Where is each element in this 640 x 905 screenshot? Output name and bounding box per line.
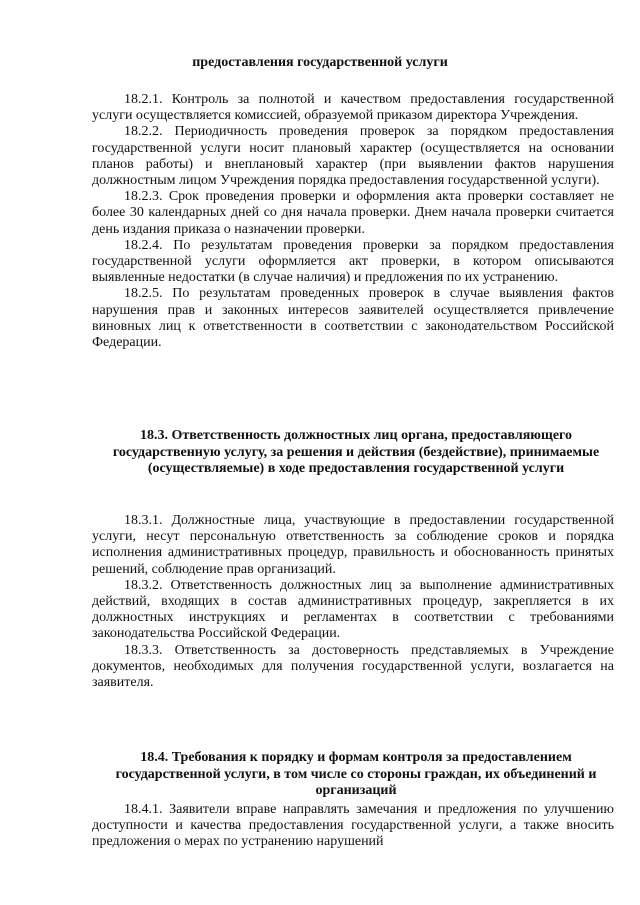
section-18-4-body (92, 802, 614, 851)
section-18-2-body (92, 92, 614, 351)
paragraph-18-3-3: 18.3.3. Ответственность за достоверность представляемых в Учреждение документов, необходимых для получения государственной услуги, возлагается на заявителя. (92, 642, 614, 691)
section-heading-18-3: 18.3. Ответственность должностных лиц органа, предоставляющего государственную услугу, за решения и действия (бездействие), принимаемые (осуществляемые) в ходе предоставления государственной услуги (112, 428, 600, 476)
section-heading-18-4: 18.4. Требования к порядку и формам контроля за предоставлением государственной услуги, в том числе со стороны граждан, их объединений и организаций (115, 750, 597, 798)
paragraph-18-2-2: 18.2.2. Периодичность проведения проверок за порядком предоставления государственной услуги носит плановый характер (осуществляется на основании планов работы) и внеплановый характер (при выявлении фактов нарушения должностным лицом Учреждения порядка предоставления государственной услуги). (92, 124, 614, 189)
paragraph-18-2-4: 18.2.4. По результатам проведения проверки за порядком предоставления государственной услуги оформляется акт проверки, в котором описываются выявленные недостатки (в случае наличия) и предложения по их устранению. (92, 237, 614, 286)
paragraph-18-2-5: 18.2.5. По результатам проведенных проверок в случае выявления фактов нарушения прав и законных интересов заявителей осуществляется привлечение виновных лиц к ответственности в соответствии с законодательством Российской Федерации. (92, 286, 614, 351)
paragraph-18-2-1: 18.2.1. Контроль за полнотой и качеством предоставления государственной услуги осуществляется комиссией, образуемой приказом директора Учреждения. (92, 92, 614, 124)
section-18-3-body (92, 513, 614, 691)
page-title: предоставления государственной услуги (192, 55, 448, 70)
paragraph-18-4-1: 18.4.1. Заявители вправе направлять замечания и предложения по улучшению доступности и качества предоставления государственной услуги, а также вносить предложения о мерах по устранению нарушений (92, 802, 614, 850)
paragraph-18-2-3: 18.2.3. Срок проведения проверки и оформления акта проверки составляет не более 30 календарных дней со дня начала проверки. Днем начала проверки считается день издания приказа о назначении проверки. (92, 189, 614, 237)
paragraph-18-3-1: 18.3.1. Должностные лица, участвующие в предоставлении государственной услуги, несут персональную ответственность за соблюдение сроков и порядка исполнения административных процедур, правильность и обоснованность принятых решений, соблюдение прав организаций. (92, 513, 614, 577)
paragraph-18-3-2: 18.3.2. Ответственность должностных лиц за выполнение административных действий, входящих в состав административных процедур, закрепляется в их должностных инструкциях и регламентах в соответствии с требованиями законодательства Российской Федерации. (92, 577, 614, 642)
